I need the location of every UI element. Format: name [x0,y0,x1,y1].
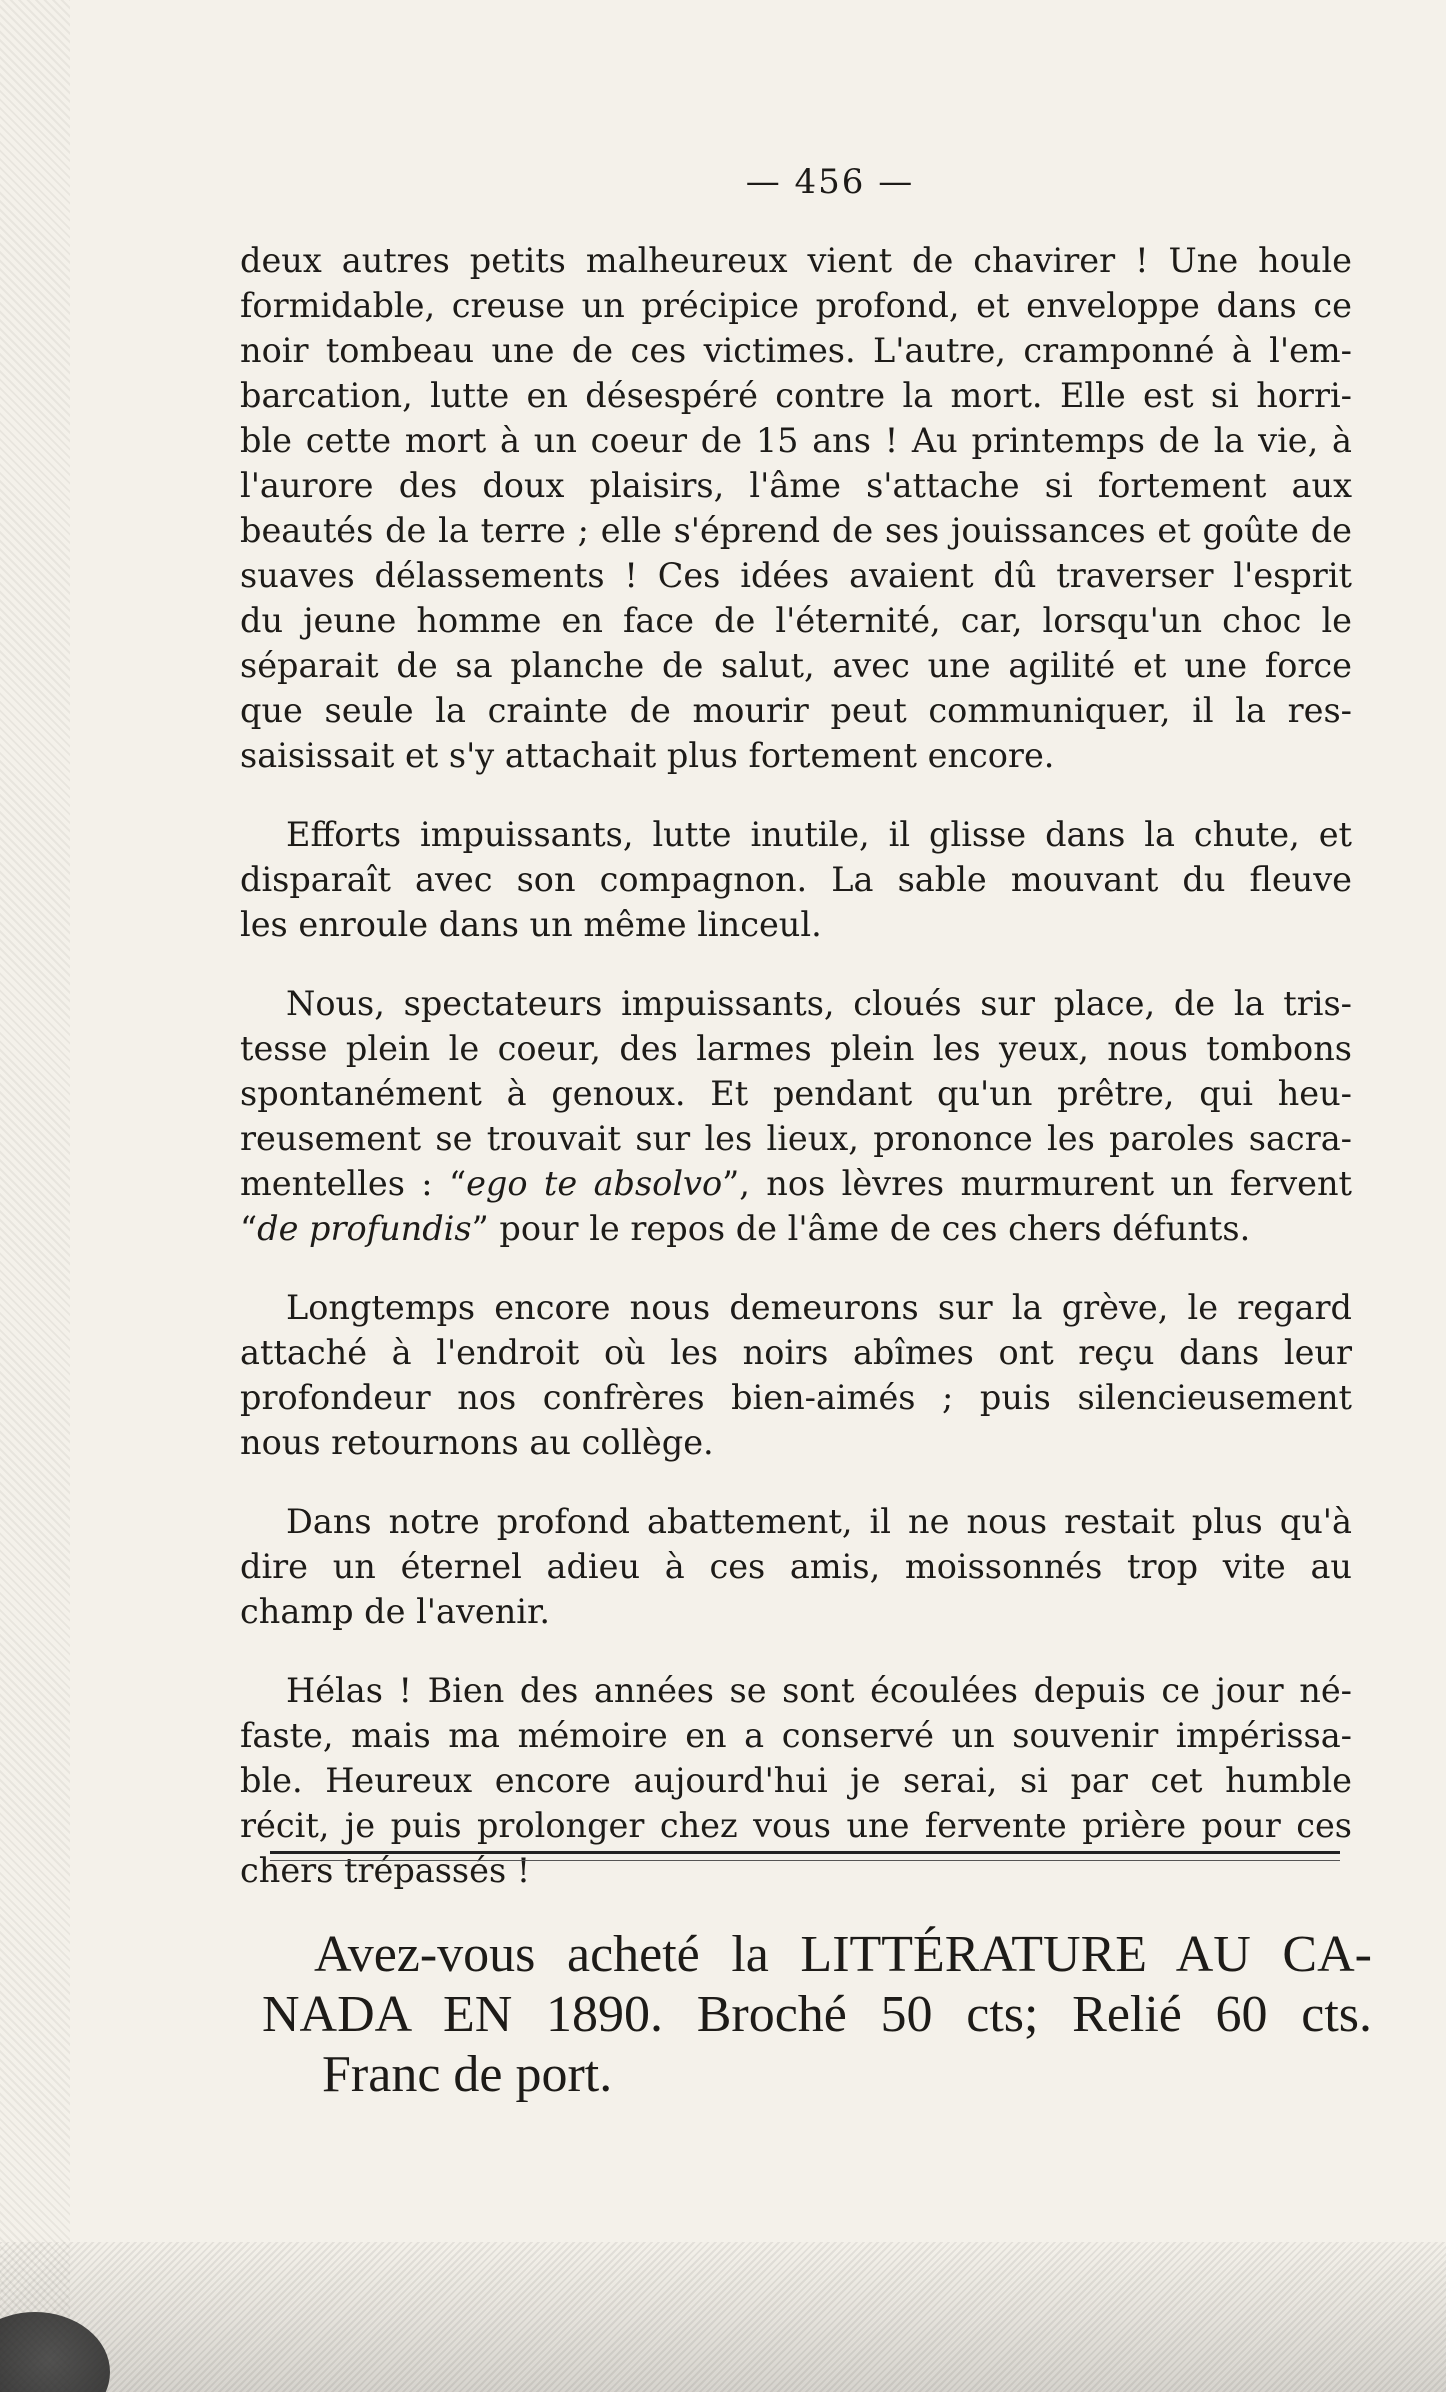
advertisement-line: NADA EN 1890. Broché 50 cts; Relié 60 cts. [262,1986,1372,2043]
text-line: Dans notre profond abattement, il ne nous restait plus qu'à [286,1502,1352,1541]
text-line: suaves délassements ! Ces idées avaient dû traverser l'esprit [240,556,1352,595]
text-line: que seule la crainte de mourir peut communiquer, il la res- [240,691,1352,730]
text-line: saisissait et s'y attachait plus fortement encore. [240,736,1055,775]
separator-rule [270,1851,1340,1854]
text-line: Hélas ! Bien des années se sont écoulées depuis ce jour né- [286,1671,1352,1710]
advertisement-line: Franc de port. [322,2046,613,2103]
text-line: champ de l'avenir. [240,1592,551,1631]
paragraph-5 [240,1499,1352,1634]
text-line: du jeune homme en face de l'éternité, car, lorsqu'un choc le [240,601,1352,640]
page-number: — 456 — [745,162,915,202]
text-line: séparait de sa planche de salut, avec une agilité et une force [240,646,1352,685]
text-line: attaché à l'endroit où les noirs abîmes ont reçu dans leur [240,1333,1352,1372]
text-line: dire un éternel adieu à ces amis, moissonnés trop vite au [240,1547,1352,1586]
text-line: ble cette mort à un coeur de 15 ans ! Au printemps de la vie, à [240,421,1352,460]
paragraph-4 [240,1285,1352,1465]
text-line: beautés de la terre ; elle s'éprend de ses jouissances et goûte de [240,511,1352,550]
text-line: barcation, lutte en désespéré contre la mort. Elle est si horri- [240,376,1352,415]
latin-phrase: de profundis [257,1209,472,1248]
text-line: Nous, spectateurs impuissants, cloués sur place, de la tris- [286,984,1352,1023]
text-line: tesse plein le coeur, des larmes plein les yeux, nous tombons [240,1029,1352,1068]
text-line: récit, je puis prolonger chez vous une fervente prière pour ces [240,1806,1352,1845]
text-line: profondeur nos confrères bien-aimés ; puis silencieusement [240,1378,1352,1417]
text-line: chers trépassés ! [240,1851,531,1890]
text-line: les enroule dans un même linceul. [240,905,822,944]
text-line: reusement se trouvait sur les lieux, prononce les paroles sacra- [240,1119,1352,1158]
separator-rule-thin [270,1860,1340,1861]
text-line: nous retournons au collège. [240,1423,714,1462]
paragraph-3 [240,981,1352,1251]
text-line: spontanément à genoux. Et pendant qu'un prêtre, qui heu- [240,1074,1352,1113]
text-line: deux autres petits malheureux vient de chavirer ! Une houle [240,241,1352,280]
text-line: formidable, creuse un précipice profond, et enveloppe dans ce [240,286,1352,325]
text-line: faste, mais ma mémoire en a conservé un souvenir impérissa- [240,1716,1352,1755]
advertisement [262,1925,1372,2105]
scan-noise-bottom [0,2242,1446,2392]
text-line: mentelles : “ego te absolvo”, nos lèvres murmurent un fervent [240,1164,1353,1203]
text-line: Longtemps encore nous demeurons sur la grève, le regard [286,1288,1352,1327]
scan-noise-left [0,0,70,2392]
body-text [240,238,1352,1927]
text-line: noir tombeau une de ces victimes. L'autre, cramponné à l'em- [240,331,1352,370]
text-line: Efforts impuissants, lutte inutile, il glisse dans la chute, et [286,815,1352,854]
text-line: “de profundis” pour le repos de l'âme de ces chers défunts. [240,1209,1251,1248]
text-line: l'aurore des doux plaisirs, l'âme s'attache si fortement aux [240,466,1352,505]
text-line: ble. Heureux encore aujourd'hui je serai, si par cet humble [240,1761,1352,1800]
paragraph-2 [240,812,1352,947]
paragraph-1 [240,238,1352,778]
text-line: disparaît avec son compagnon. La sable mouvant du fleuve [240,860,1352,899]
advertisement-line: Avez-vous acheté la LITTÉRATURE AU CA- [314,1926,1372,1983]
latin-phrase: ego te absolvo [466,1164,723,1203]
